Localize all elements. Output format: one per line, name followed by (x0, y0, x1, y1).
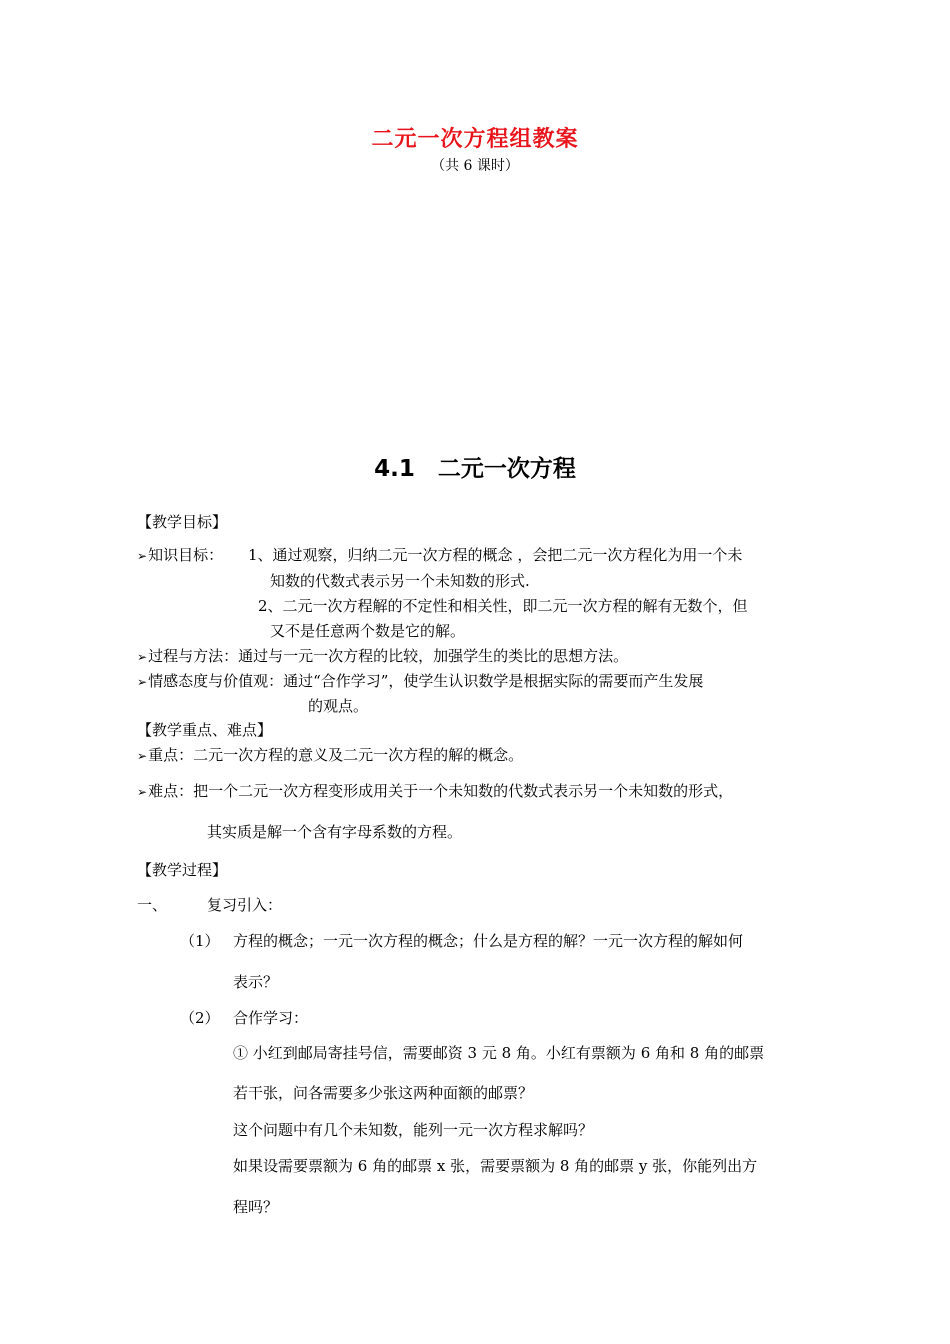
document-title: 二元一次方程组教案 (371, 126, 579, 152)
keypoints-heading: 【教学重点、难点】 (137, 721, 273, 739)
knowledge-item-1-line-1: 1、通过观察，归纳二元一次方程的概念 ，会把二元一次方程化为用一个未 (248, 546, 743, 564)
focus-point: ➢重点：二元一次方程的意义及二元一次方程的解的概念。 (137, 746, 524, 764)
difficulty-point-line-2: 其实质是解一个含有字母系数的方程。 (207, 823, 463, 841)
emotion-objective-line-2: 的观点。 (308, 697, 369, 715)
process-heading: 【教学过程】 (137, 861, 228, 879)
emotion-objective: ➢情感态度与价值观：通过“合作学习”，使学生认识数学是根据实际的需要而产生发展 (137, 672, 704, 690)
knowledge-item-2-line-1: 2、二元一次方程解的不定性和相关性，即二元一次方程的解有无数个，但 (258, 597, 748, 615)
bullet-arrow-icon: ➢ (137, 650, 148, 664)
question-1-line-2: 若干张，问各需要多少张这两种面额的邮票？ (233, 1084, 534, 1102)
knowledge-item-1-line-2: 知数的代数式表示另一个未知数的形式. (270, 572, 530, 590)
question-2: 这个问题中有几个未知数，能列一元一次方程求解吗？ (233, 1121, 594, 1139)
bullet-arrow-icon: ➢ (137, 749, 148, 763)
difficulty-point: ➢难点：把一个二元一次方程变形成用关于一个未知数的代数式表示另一个未知数的形式， (137, 782, 734, 800)
knowledge-label: 知识目标： (148, 546, 224, 564)
objectives-heading: 【教学目标】 (137, 513, 228, 531)
item-2-number: （2） (180, 1009, 220, 1027)
question-3-line-2: 程吗？ (233, 1198, 279, 1216)
bullet-arrow-icon: ➢ (137, 675, 148, 689)
knowledge-item-2-line-2: 又不是任意两个数是它的解。 (270, 622, 466, 640)
item-1-number: （1） (180, 932, 220, 950)
process-objective: ➢过程与方法：通过与一元一次方程的比较，加强学生的类比的思想方法。 (137, 647, 629, 665)
item-2-title: 合作学习： (233, 1009, 309, 1027)
item-1-line-2: 表示？ (233, 973, 279, 991)
section-title: 4.1 二元一次方程 (374, 456, 576, 482)
bullet-arrow-icon: ➢ (137, 549, 148, 563)
document-subtitle: （共 6 课时） (431, 158, 519, 174)
bullet-arrow-icon: ➢ (137, 785, 148, 799)
step-1-number: 一、 (137, 896, 168, 914)
item-1-line-1: 方程的概念；一元一次方程的概念；什么是方程的解？一元一次方程的解如何 (233, 932, 744, 950)
knowledge-objective (137, 545, 223, 566)
question-3-line-1: 如果设需要票额为 6 角的邮票 x 张，需要票额为 8 角的邮票 y 张，你能列出方 (233, 1157, 758, 1175)
step-1-title: 复习引入： (207, 896, 283, 914)
question-1-line-1: ① 小红到邮局寄挂号信，需要邮资 3 元 8 角。小红有票额为 6 角和 8 角的邮票 (233, 1044, 765, 1062)
